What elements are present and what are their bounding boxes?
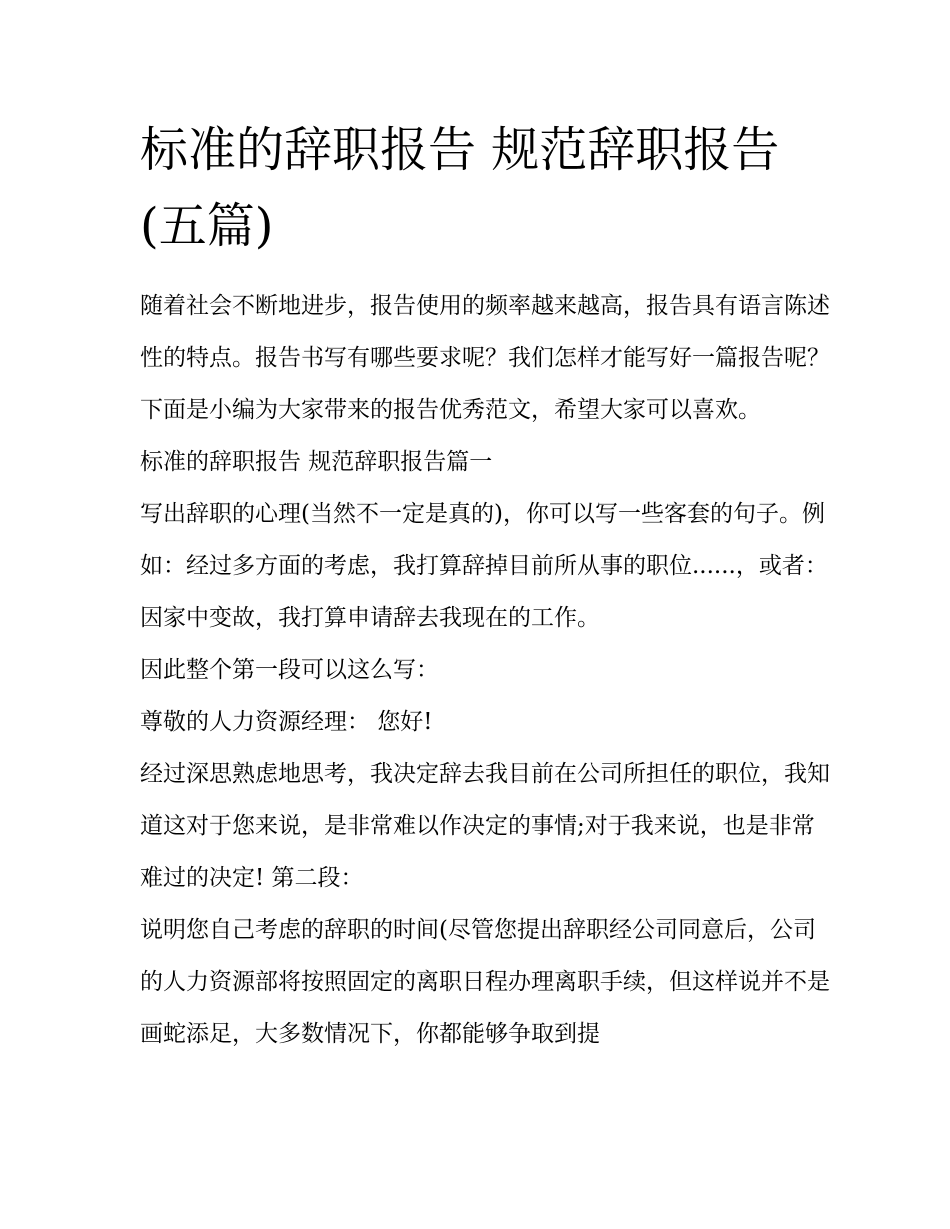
- section-heading: 标准的辞职报告 规范辞职报告篇一: [140, 449, 493, 475]
- document-title: 标准的辞职报告 规范辞职报告(五篇): [140, 122, 780, 254]
- paragraph-salutation: 尊敬的人力资源经理： 您好!: [140, 709, 433, 735]
- paragraph-timing: 说明您自己考虑的辞职的时间(尽管您提出辞职经公司同意后，公司的人力资源部将按照固定的离职日程办理离职手续，但这样说并不是画蛇添足，大多数情况下，你都能够争取到提: [140, 917, 830, 1047]
- paragraph-decision: 经过深思熟虑地思考，我决定辞去我目前在公司所担任的职位，我知道这对于您来说，是非常难以作决定的事情;对于我来说，也是非常难过的决定! 第二段：: [140, 761, 830, 891]
- paragraph-first-section-note: 因此整个第一段可以这么写：: [140, 657, 439, 683]
- paragraph-intro: 随着社会不断地进步，报告使用的频率越来越高，报告具有语言陈述性的特点。报告书写有哪些要求呢？我们怎样才能写好一篇报告呢？下面是小编为大家带来的报告优秀范文，希望大家可以喜欢。: [140, 293, 830, 423]
- paragraph-resignation-mindset: 写出辞职的心理(当然不一定是真的)，你可以写一些客套的句子。例如：经过多方面的考虑，我打算辞掉目前所从事的职位......，或者：因家中变故，我打算申请辞去我现在的工作。: [140, 501, 828, 631]
- document-body: [140, 112, 830, 1060]
